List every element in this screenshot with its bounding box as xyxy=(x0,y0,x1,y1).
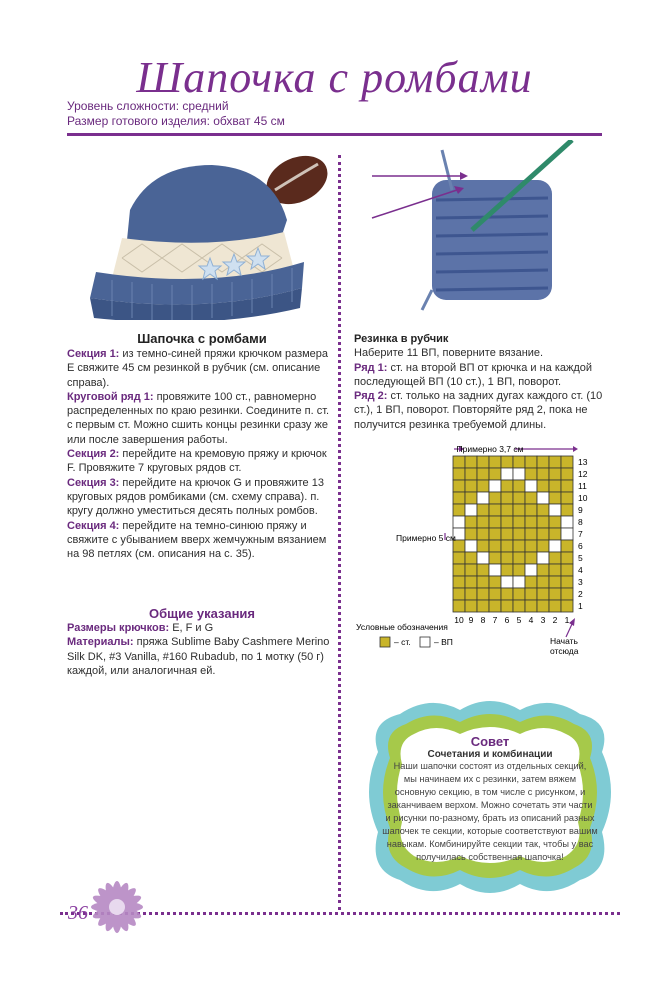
chain-cell xyxy=(561,516,573,528)
stitch-cell xyxy=(537,588,549,600)
stitch-cell xyxy=(489,528,501,540)
row-label: 13 xyxy=(578,457,588,467)
chain-cell xyxy=(477,552,489,564)
tip-line: заканчиваем верхом. Можно сочетать эти части xyxy=(387,800,593,810)
materials xyxy=(67,635,335,678)
rib-instructions xyxy=(354,332,604,432)
stitch-cell xyxy=(477,516,489,528)
stitch-cell xyxy=(453,456,465,468)
stitch-cell xyxy=(453,576,465,588)
section-text: перейдите на темно-синюю пряжу и свяжите с убыванием вверх жемчужным вязанием на 98 петлях (см. описания на с. 35). xyxy=(67,519,327,561)
stitch-cell xyxy=(561,456,573,468)
tip-content xyxy=(380,734,600,864)
stitch-cell xyxy=(513,540,525,552)
row-label: 4 xyxy=(578,565,583,575)
swatch-photo xyxy=(352,140,602,320)
stitch-cell xyxy=(501,516,513,528)
tip-subtitle: Сочетания и комбинации xyxy=(427,749,553,760)
stitch-cell xyxy=(477,588,489,600)
stitch-cell xyxy=(453,480,465,492)
chain-cell xyxy=(537,492,549,504)
chain-cell xyxy=(525,480,537,492)
stitch-cell xyxy=(513,480,525,492)
general-notes xyxy=(67,621,335,678)
stitch-cell xyxy=(513,564,525,576)
section-text: провяжите 100 ст., равномерно распределенных по краю резинки. Соедините п. ст. с первым ст. Можно сшить концы резинки сразу же или после завершения работы. xyxy=(67,390,330,446)
stitch-cell xyxy=(477,600,489,612)
stitch-cell xyxy=(465,468,477,480)
stitch-cell xyxy=(501,552,513,564)
column-label: 7 xyxy=(492,615,498,625)
chain-cell xyxy=(525,564,537,576)
stitch-cell xyxy=(477,576,489,588)
tip-body xyxy=(380,760,600,864)
stitch-cell xyxy=(501,540,513,552)
legend-st-swatch xyxy=(380,637,390,647)
stitch-cell xyxy=(549,516,561,528)
section-1 xyxy=(67,347,335,390)
tip-line: Наши шапочки состоят из отдельных секций, xyxy=(393,761,587,771)
stitch-cell xyxy=(549,480,561,492)
stitch-cell xyxy=(513,552,525,564)
start-here-label: Начать отсюда xyxy=(550,636,579,656)
stitch-cell xyxy=(453,564,465,576)
column-label: 4 xyxy=(528,615,534,625)
column-label: 6 xyxy=(504,615,510,625)
stitch-cell xyxy=(513,456,525,468)
chain-cell xyxy=(549,504,561,516)
section-label: Секция 1: xyxy=(67,348,120,360)
stitch-cell xyxy=(465,576,477,588)
stitch-cell xyxy=(525,504,537,516)
stitch-cell xyxy=(477,468,489,480)
stitch-cell xyxy=(549,456,561,468)
stitch-cell xyxy=(501,456,513,468)
legend-st: – ст. xyxy=(394,637,411,647)
height-note: Примерно 5 см xyxy=(396,533,456,543)
stitch-cell xyxy=(453,504,465,516)
stitch-cell xyxy=(501,564,513,576)
stitch-cell xyxy=(561,540,573,552)
materials-text: пряжа Sublime Baby Cashmere Merino Silk DK, #3 Vanilla, #160 Rubadub, по 1 мотку (50 г) каждой, или аналогичная ей. xyxy=(67,636,330,677)
chain-cell xyxy=(513,468,525,480)
stitch-cell xyxy=(477,456,489,468)
chain-cell xyxy=(477,492,489,504)
chart-grid xyxy=(453,456,573,612)
tip-line: и рисунки по-разному, брать из описаний разных xyxy=(385,813,595,823)
hook-sizes xyxy=(67,621,335,635)
stitch-cell xyxy=(489,456,501,468)
round-1 xyxy=(67,390,335,447)
stitch-cell xyxy=(489,552,501,564)
stitch-cell xyxy=(501,600,513,612)
section-label: Секция 2: xyxy=(67,448,120,461)
tip-line: шапочек те секции, которые соответствуют вашим xyxy=(382,826,598,836)
stitch-cell xyxy=(477,564,489,576)
column-labels xyxy=(454,615,569,625)
row-label: Ряд 1: xyxy=(354,361,388,374)
stitch-cell xyxy=(561,480,573,492)
stitch-cell xyxy=(477,540,489,552)
stitch-cell xyxy=(465,456,477,468)
row-label: 12 xyxy=(578,469,588,479)
stitch-cell xyxy=(489,504,501,516)
stitch-cell xyxy=(453,552,465,564)
stitch-cell xyxy=(525,552,537,564)
row-label: 8 xyxy=(578,517,583,527)
stitch-cell xyxy=(489,600,501,612)
stitch-cell xyxy=(465,564,477,576)
stitch-cell xyxy=(453,492,465,504)
diamond-chart xyxy=(340,430,610,670)
stitch-cell xyxy=(549,492,561,504)
stitch-cell xyxy=(537,456,549,468)
tip-line: основную секцию, в том числе с рисунком, и xyxy=(394,787,586,797)
stitch-cell xyxy=(561,564,573,576)
stitch-cell xyxy=(537,564,549,576)
stitch-cell xyxy=(525,600,537,612)
chain-cell xyxy=(465,504,477,516)
stitch-cell xyxy=(525,456,537,468)
stitch-cell xyxy=(489,540,501,552)
chain-cell xyxy=(549,540,561,552)
row-label: 10 xyxy=(578,493,588,503)
stitch-cell xyxy=(465,492,477,504)
width-note: Примерно 3,7 см xyxy=(456,444,524,454)
stitch-cell xyxy=(561,576,573,588)
back-loop-label: Задняя дуга xyxy=(375,158,421,174)
column-label: 1 xyxy=(564,615,570,625)
column-label: 8 xyxy=(480,615,486,625)
finished-size: Размер готового изделия: обхват 45 см xyxy=(67,114,285,128)
column-label: 9 xyxy=(468,615,474,625)
stitch-cell xyxy=(537,600,549,612)
stitch-cell xyxy=(525,528,537,540)
hooks-label: Размеры крючков: xyxy=(67,622,170,634)
stitch-cell xyxy=(537,576,549,588)
stitch-cell xyxy=(465,600,477,612)
row-label: 3 xyxy=(578,577,583,587)
stitch-cell xyxy=(549,552,561,564)
stitch-cell xyxy=(513,492,525,504)
stitch-cell xyxy=(549,600,561,612)
stitch-cell xyxy=(537,540,549,552)
rib-row-1 xyxy=(354,361,604,390)
stitch-cell xyxy=(501,492,513,504)
row-label: 6 xyxy=(578,541,583,551)
stitch-cell xyxy=(537,516,549,528)
hooks-text: E, F и G xyxy=(169,622,214,634)
stitch-cell xyxy=(465,516,477,528)
stitch-cell xyxy=(513,588,525,600)
stitch-cell xyxy=(513,504,525,516)
stitch-cell xyxy=(489,516,501,528)
column-label: 3 xyxy=(540,615,546,625)
stitch-cell xyxy=(465,552,477,564)
stitch-cell xyxy=(549,576,561,588)
stitch-cell xyxy=(549,564,561,576)
tip-line: мы начинаем их с резинки, затем вяжем xyxy=(403,774,577,784)
section-text: из темно-синей пряжи крючком размера E свяжите 45 см резинкой в рубчик (см. описание справа). xyxy=(67,348,329,389)
column-label: 2 xyxy=(552,615,558,625)
section-2 xyxy=(67,447,335,476)
stitch-cell xyxy=(489,492,501,504)
stitch-cell xyxy=(561,504,573,516)
stitch-cell xyxy=(525,468,537,480)
chain-cell xyxy=(489,480,501,492)
row-label: 1 xyxy=(578,601,583,611)
section-3 xyxy=(67,476,335,519)
stitch-cell xyxy=(501,480,513,492)
stitch-cell xyxy=(453,600,465,612)
stitch-cell xyxy=(453,468,465,480)
stitch-cell xyxy=(513,516,525,528)
stitch-cell xyxy=(501,588,513,600)
legend-ch: – ВП xyxy=(434,637,453,647)
section-label: Круговой ряд 1: xyxy=(67,390,154,403)
tip-title: Совет xyxy=(470,734,510,749)
row-label: 7 xyxy=(578,529,583,539)
row-label: 5 xyxy=(578,553,583,563)
stitch-cell xyxy=(525,516,537,528)
stitch-cell xyxy=(465,588,477,600)
general-notes-heading: Общие указания xyxy=(148,606,256,621)
rib-intro: Наберите 11 ВП, поверните вязание. xyxy=(354,347,544,360)
pattern-sections xyxy=(67,347,335,561)
stitch-cell xyxy=(537,480,549,492)
chain-cell xyxy=(561,528,573,540)
row-label: 2 xyxy=(578,589,583,599)
stitch-cell xyxy=(465,528,477,540)
stitch-cell xyxy=(561,552,573,564)
flower-ornament xyxy=(82,872,152,942)
stitch-cell xyxy=(525,576,537,588)
stitch-cell xyxy=(537,468,549,480)
stitch-cell xyxy=(561,468,573,480)
stitch-cell xyxy=(501,528,513,540)
stitch-cell xyxy=(525,492,537,504)
stitch-cell xyxy=(477,480,489,492)
stitch-cell xyxy=(513,528,525,540)
column-label: 10 xyxy=(454,615,464,625)
stitch-cell xyxy=(465,480,477,492)
legend-title: Условные обозначения xyxy=(356,622,448,632)
stitch-cell xyxy=(561,588,573,600)
row-label: Ряд 2: xyxy=(354,390,388,403)
chain-cell xyxy=(489,564,501,576)
chain-cell xyxy=(537,552,549,564)
stitch-cell xyxy=(561,600,573,612)
stitch-cell xyxy=(489,588,501,600)
section-text: перейдите на крючок G и провяжите 13 круговых рядов ромбиками (см. схему справа). п. кругу должно уместиться десять полных ромбов. xyxy=(67,476,324,518)
stitch-cell xyxy=(513,600,525,612)
stitch-cell xyxy=(525,540,537,552)
section-4 xyxy=(67,519,335,562)
hat-photo xyxy=(82,140,332,320)
chain-cell xyxy=(501,576,513,588)
stitch-cell xyxy=(549,528,561,540)
stitch-cell xyxy=(549,588,561,600)
stitch-cell xyxy=(537,528,549,540)
stitch-cell xyxy=(477,504,489,516)
section-text: перейдите на кремовую пряжу и крючок F. Провяжите 7 круговых рядов ст. xyxy=(67,448,327,475)
column-label: 5 xyxy=(516,615,522,625)
tip-line: навыкам. Комбинируйте секции так, чтобы у вас xyxy=(386,839,594,849)
title-rule xyxy=(67,133,602,136)
chain-cell xyxy=(501,468,513,480)
stitch-cell xyxy=(501,504,513,516)
page-number: 36 xyxy=(68,902,88,924)
row-text: ст. на второй ВП от крючка и на каждой последующей ВП (10 ст.), 1 ВП, поворот. xyxy=(354,361,593,388)
rib-heading: Резинка в рубчик xyxy=(354,333,449,345)
stitch-cell xyxy=(489,576,501,588)
row-text: ст. только на задних дугах каждого ст. (10 ст.), 1 ВП, поворот. Повторяйте ряд 2, пока не получится резинка требуемой длины. xyxy=(354,390,603,431)
rib-row-2 xyxy=(354,389,604,432)
chain-cell xyxy=(453,516,465,528)
chain-cell xyxy=(513,576,525,588)
section-label: Секция 4: xyxy=(67,519,120,532)
stitch-cell xyxy=(489,468,501,480)
materials-label: Материалы: xyxy=(67,636,134,649)
tip-line: получилась собственная шапочка! xyxy=(416,852,564,862)
stitch-cell xyxy=(453,588,465,600)
section-label: Секция 3: xyxy=(67,476,120,489)
legend-ch-swatch xyxy=(420,637,430,647)
row-label: 9 xyxy=(578,505,583,515)
chain-cell xyxy=(465,540,477,552)
stitch-cell xyxy=(537,504,549,516)
row-labels xyxy=(578,457,588,611)
row-label: 11 xyxy=(578,481,587,491)
pattern-heading: Шапочка с ромбами xyxy=(137,331,267,346)
stitch-cell xyxy=(477,528,489,540)
stitch-cell xyxy=(561,492,573,504)
stitch-cell xyxy=(549,468,561,480)
difficulty-level: Уровень сложности: средний xyxy=(67,99,229,113)
stitch-cell xyxy=(525,588,537,600)
page-title: Шапочка с ромбами xyxy=(136,53,533,102)
front-loop-label: Передняя дуга xyxy=(373,188,429,214)
